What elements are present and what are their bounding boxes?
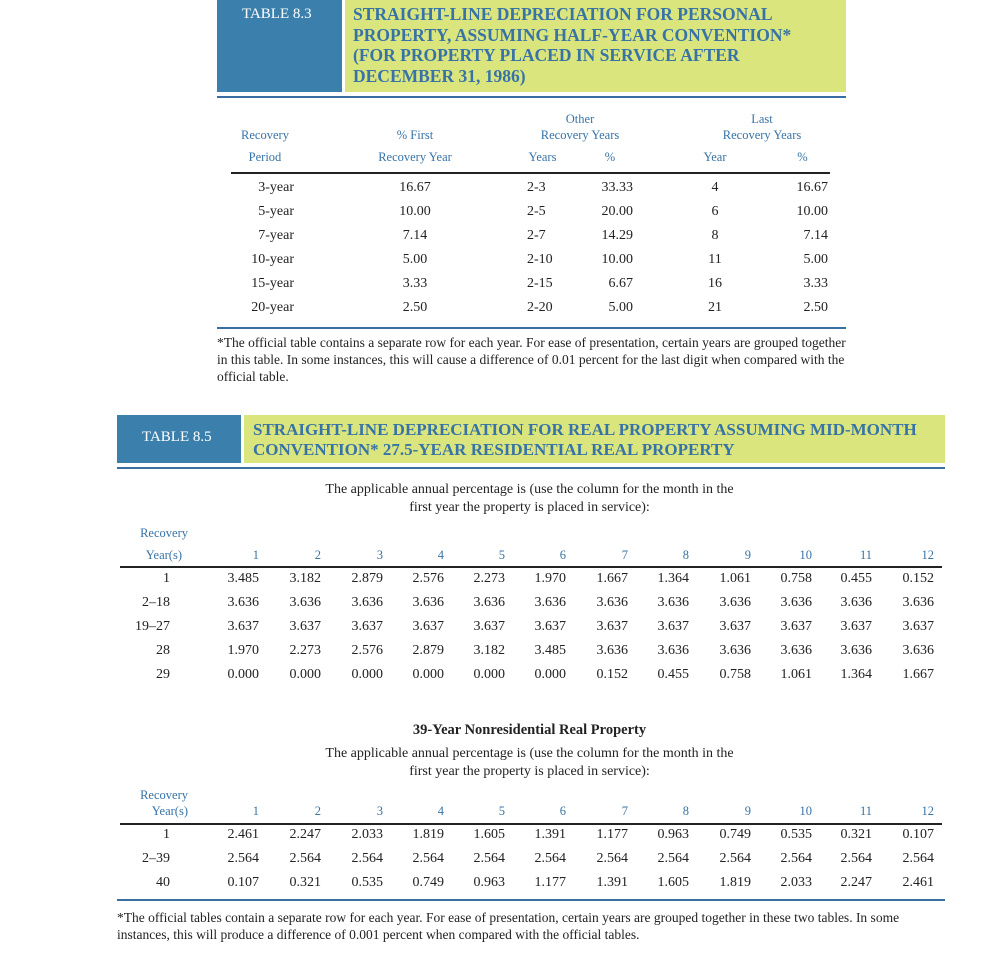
percentage-cell: 2.564: [780, 851, 812, 866]
recovery-year-cell: 1: [163, 827, 170, 842]
table-8-3-footnote: *The official table contains a separate row for each year. For ease of presentation, certain years are grouped together in this table. In some instances, this will cause a difference of 0.01 percent for the last digit when compared with the official table.: [217, 335, 846, 384]
month-header: 2: [314, 804, 321, 818]
percentage-cell: 3.636: [780, 595, 812, 610]
header-other-years: Years: [528, 150, 557, 164]
table-8-3-cell: 3-year: [258, 180, 294, 195]
table-8-5-bottom-rule: [117, 899, 945, 901]
percentage-cell: 0.758: [719, 667, 751, 682]
table-8-3-cell: 7-year: [258, 228, 294, 243]
month-header: 3: [376, 804, 383, 818]
table-8-3-cell: 7.14: [402, 228, 428, 243]
percentage-cell: 2.564: [534, 851, 566, 866]
residential-years-label: Year(s): [145, 548, 182, 562]
table-8-3-cell: 16: [708, 276, 722, 291]
nonresidential-intro: The applicable annual percentage is (use the column for the month in the first year the property is placed in service):: [325, 746, 734, 779]
percentage-cell: 3.636: [780, 643, 812, 658]
percentage-cell: 0.455: [840, 571, 872, 586]
percentage-cell: 0.749: [719, 827, 751, 842]
percentage-cell: 0.152: [902, 571, 934, 586]
nonresidential-title: 39-Year Nonresidential Real Property: [412, 722, 647, 738]
percentage-cell: 3.637: [596, 619, 628, 634]
percentage-cell: 0.535: [780, 827, 812, 842]
table-8-3-cell: 2-3: [527, 180, 546, 195]
percentage-cell: 2.564: [902, 851, 934, 866]
table-8-5-title: STRAIGHT-LINE DEPRECIATION FOR REAL PROPERTY ASSUMING MID-MONTH CONVENTION* 27.5-YEAR RESIDENTIAL REAL PROPERTY: [244, 415, 945, 463]
table-8-3-cell: 2-7: [527, 228, 546, 243]
percentage-cell: 1.364: [657, 571, 689, 586]
percentage-cell: 3.637: [227, 619, 259, 634]
percentage-cell: 3.636: [289, 595, 321, 610]
month-header: 5: [498, 804, 505, 818]
percentage-cell: 2.033: [780, 875, 812, 890]
header-pct-first-1: % First: [396, 128, 434, 142]
table-8-3-cell: 4: [711, 180, 719, 195]
month-header: 11: [859, 804, 872, 818]
percentage-cell: 2.247: [840, 875, 872, 890]
table-8-3-cell: 2.50: [402, 300, 428, 315]
header-last-pct: %: [797, 150, 808, 164]
month-header: 9: [744, 804, 751, 818]
table-8-3-cell: 10.00: [399, 204, 431, 219]
percentage-cell: 1.177: [596, 827, 628, 842]
month-header: 12: [921, 548, 934, 562]
percentage-cell: 1.061: [719, 571, 751, 586]
percentage-cell: 3.636: [902, 595, 934, 610]
percentage-cell: 1.061: [780, 667, 812, 682]
month-header: 2: [314, 548, 321, 562]
table-8-3-cell: 10-year: [251, 252, 294, 267]
table-8-3-header-rule: [231, 172, 830, 174]
percentage-cell: 1.970: [227, 643, 259, 658]
percentage-cell: 1.667: [596, 571, 628, 586]
table-8-5-footnote: *The official tables contain a separate row for each year. For ease of presentation, certain years are grouped together in these two tables. In some instances, this will produce a difference of 0.001 percent when compared with the official tables.: [117, 910, 900, 942]
percentage-cell: 2.879: [412, 643, 444, 658]
percentage-cell: 2.564: [840, 851, 872, 866]
percentage-cell: 0.749: [412, 875, 444, 890]
percentage-cell: 3.636: [840, 595, 872, 610]
table-8-3-label: [217, 0, 342, 92]
table-8-3-cell: 14.29: [601, 228, 633, 243]
recovery-year-cell: 40: [156, 875, 170, 890]
percentage-cell: 2.461: [227, 827, 259, 842]
percentage-cell: 2.564: [719, 851, 751, 866]
percentage-cell: 3.636: [227, 595, 259, 610]
month-header: 10: [799, 548, 812, 562]
month-header: 12: [921, 804, 934, 818]
header-pct-first-2: Recovery Year: [378, 150, 452, 164]
percentage-cell: 3.636: [719, 595, 751, 610]
percentage-cell: 2.564: [289, 851, 321, 866]
header-other-1: Other: [565, 112, 595, 126]
table-8-5-label-text: TABLE 8.5: [142, 429, 212, 445]
table-8-3-cell: 6: [711, 204, 719, 219]
table-8-3-cell: 5.00: [402, 252, 428, 267]
percentage-cell: 0.000: [351, 667, 383, 682]
table-8-3-cell: 2-10: [527, 252, 553, 267]
percentage-cell: 0.321: [289, 875, 321, 890]
percentage-cell: 1.819: [719, 875, 751, 890]
percentage-cell: 0.321: [840, 827, 872, 842]
percentage-cell: 3.637: [289, 619, 321, 634]
month-header: 8: [682, 804, 689, 818]
percentage-cell: 3.636: [840, 643, 872, 658]
table-8-3-cell: 2-15: [527, 276, 553, 291]
month-header: 7: [621, 548, 628, 562]
percentage-cell: 1.970: [534, 571, 566, 586]
percentage-cell: 3.637: [840, 619, 872, 634]
percentage-cell: 1.391: [534, 827, 566, 842]
table-8-3-cell: 2.50: [803, 300, 828, 315]
residential-recovery-label: Recovery: [140, 526, 188, 540]
recovery-year-cell: 2–18: [142, 595, 170, 610]
percentage-cell: 3.636: [596, 643, 628, 658]
table-8-3-cell: 2-20: [527, 300, 553, 315]
percentage-cell: 3.637: [719, 619, 751, 634]
percentage-cell: 0.107: [227, 875, 259, 890]
table-8-3-top-rule: [217, 96, 846, 98]
month-header: 11: [859, 548, 872, 562]
percentage-cell: 1.177: [534, 875, 566, 890]
percentage-cell: 3.637: [780, 619, 812, 634]
header-other-2: Recovery Years: [540, 128, 620, 142]
percentage-cell: 3.636: [657, 643, 689, 658]
table-8-3-cell: 21: [708, 300, 722, 315]
table-8-3-cell: 10.00: [601, 252, 633, 267]
percentage-cell: 3.636: [473, 595, 505, 610]
percentage-cell: 3.636: [902, 643, 934, 658]
table-8-5-top-rule: [117, 467, 945, 469]
percentage-cell: 2.247: [289, 827, 321, 842]
header-other-pct: %: [604, 150, 616, 164]
month-header: 1: [252, 804, 259, 818]
table-8-3-title: STRAIGHT-LINE DEPRECIATION FOR PERSONAL PROPERTY, ASSUMING HALF-YEAR CONVENTION* (FOR PROPERTY PLACED IN SERVICE AFTER DECEMBER 31, 1986): [345, 0, 846, 92]
recovery-year-cell: 1: [163, 571, 170, 586]
table-8-3-cell: 5.00: [608, 300, 633, 315]
recovery-year-cell: 19–27: [135, 619, 170, 634]
percentage-cell: 3.636: [657, 595, 689, 610]
percentage-cell: 2.564: [351, 851, 383, 866]
table-8-3-cell: 11: [708, 252, 722, 267]
month-header: 10: [799, 804, 812, 818]
percentage-cell: 0.107: [902, 827, 934, 842]
table-8-3-cell: 20.00: [601, 204, 633, 219]
percentage-cell: 2.576: [351, 643, 383, 658]
table-8-3-cell: 5-year: [258, 204, 294, 219]
month-header: 8: [682, 548, 689, 562]
percentage-cell: 0.000: [412, 667, 444, 682]
recovery-year-cell: 29: [156, 667, 170, 682]
percentage-cell: 1.819: [412, 827, 444, 842]
percentage-cell: 2.564: [657, 851, 689, 866]
month-header: 3: [376, 548, 383, 562]
percentage-cell: 2.564: [596, 851, 628, 866]
percentage-cell: 3.485: [534, 643, 566, 658]
percentage-cell: 3.182: [289, 571, 321, 586]
percentage-cell: 0.758: [780, 571, 812, 586]
percentage-cell: 3.182: [473, 643, 505, 658]
month-header: 6: [559, 804, 566, 818]
percentage-cell: 2.576: [412, 571, 444, 586]
recovery-year-cell: 28: [156, 643, 170, 658]
percentage-cell: 3.636: [534, 595, 566, 610]
percentage-cell: 2.273: [289, 643, 321, 658]
table-8-3-cell: 20-year: [251, 300, 294, 315]
percentage-cell: 1.667: [902, 667, 934, 682]
percentage-cell: 2.564: [473, 851, 505, 866]
header-last-year: Year: [703, 150, 727, 164]
percentage-cell: 1.391: [596, 875, 628, 890]
month-header: 4: [437, 548, 444, 562]
percentage-cell: 0.000: [227, 667, 259, 682]
percentage-cell: 3.636: [351, 595, 383, 610]
table-8-5-intro: The applicable annual percentage is (use the column for the month in the first year the property is placed in service):: [325, 482, 734, 515]
table-8-3-cell: 7.14: [803, 228, 828, 243]
month-header: 6: [559, 548, 566, 562]
month-header: 5: [498, 548, 505, 562]
month-header: 9: [744, 548, 751, 562]
percentage-cell: 2.461: [902, 875, 934, 890]
percentage-cell: 2.033: [351, 827, 383, 842]
percentage-cell: 1.605: [473, 827, 505, 842]
percentage-cell: 0.152: [596, 667, 628, 682]
header-period: Period: [248, 150, 282, 164]
table-8-3-cell: 8: [711, 228, 719, 243]
percentage-cell: 3.637: [351, 619, 383, 634]
percentage-cell: 0.963: [657, 827, 689, 842]
percentage-cell: 3.485: [227, 571, 259, 586]
nonresidential-years-label: Year(s): [151, 804, 188, 818]
percentage-cell: 0.000: [289, 667, 321, 682]
table-8-3-cell: 3.33: [402, 276, 428, 291]
percentage-cell: 0.963: [473, 875, 505, 890]
percentage-cell: 3.636: [719, 643, 751, 658]
header-last-2: Recovery Years: [722, 128, 802, 142]
percentage-cell: 0.535: [351, 875, 383, 890]
table-8-3-cell: 3.33: [803, 276, 828, 291]
percentage-cell: 2.273: [473, 571, 505, 586]
table-8-3-cell: 33.33: [601, 180, 633, 195]
table-8-3-cell: 16.67: [796, 180, 828, 195]
percentage-cell: 0.455: [657, 667, 689, 682]
percentage-cell: 1.605: [657, 875, 689, 890]
month-header: 1: [252, 548, 259, 562]
percentage-cell: 0.000: [473, 667, 505, 682]
table-8-3-cell: 6.67: [608, 276, 633, 291]
percentage-cell: 1.364: [840, 667, 872, 682]
table-8-3-cell: 5.00: [803, 252, 828, 267]
table-8-3-bottom-rule: [217, 327, 846, 329]
percentage-cell: 3.637: [657, 619, 689, 634]
table-8-3-cell: 15-year: [251, 276, 294, 291]
table-8-3-cell: 2-5: [527, 204, 546, 219]
percentage-cell: 0.000: [534, 667, 566, 682]
header-last-1: Last: [751, 112, 773, 126]
percentage-cell: 2.564: [412, 851, 444, 866]
month-header: 7: [621, 804, 628, 818]
percentage-cell: 2.879: [351, 571, 383, 586]
percentage-cell: 3.636: [412, 595, 444, 610]
percentage-cell: 3.637: [534, 619, 566, 634]
header-recovery: Recovery: [241, 128, 289, 142]
nonresidential-header-rule: [120, 823, 942, 825]
percentage-cell: 3.636: [596, 595, 628, 610]
percentage-cell: 3.637: [412, 619, 444, 634]
month-header: 4: [437, 804, 444, 818]
percentage-cell: 3.637: [473, 619, 505, 634]
table-8-5-label: [117, 415, 241, 463]
residential-header-rule: [120, 566, 942, 568]
percentage-cell: 2.564: [227, 851, 259, 866]
table-8-3-cell: 10.00: [796, 204, 828, 219]
table-8-3-label-text: TABLE 8.3: [242, 6, 312, 22]
nonresidential-recovery-label: Recovery: [140, 788, 188, 802]
percentage-cell: 3.637: [902, 619, 934, 634]
table-8-3-cell: 16.67: [399, 180, 431, 195]
recovery-year-cell: 2–39: [142, 851, 170, 866]
